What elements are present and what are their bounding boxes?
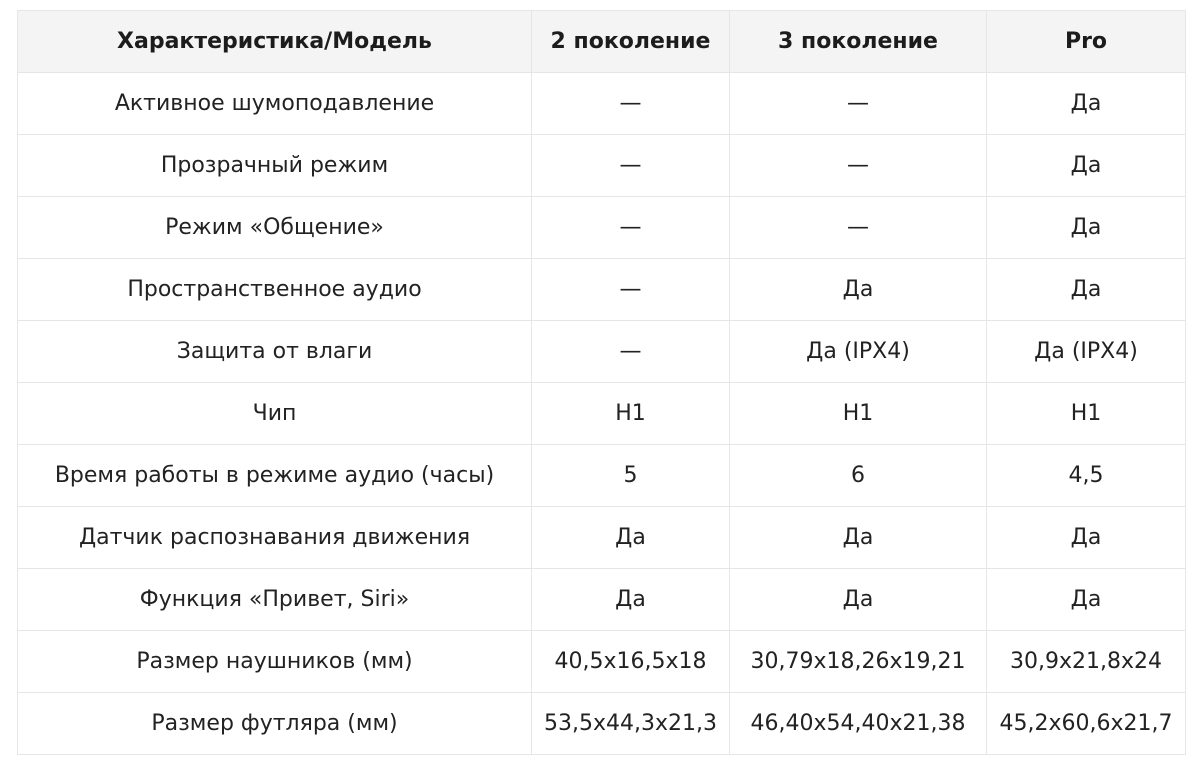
table-row [18, 73, 1186, 135]
cell-pro: Да [987, 197, 1186, 259]
cell-gen3: — [730, 73, 987, 135]
cell-gen2: Да [532, 507, 730, 569]
table-row [18, 569, 1186, 631]
cell-gen2: — [532, 135, 730, 197]
table-row [18, 383, 1186, 445]
cell-gen2: 53,5x44,3x21,3 [532, 693, 730, 755]
comparison-table-container [17, 10, 1185, 755]
header-pro: Pro [987, 11, 1186, 73]
cell-gen2: — [532, 73, 730, 135]
cell-gen3: — [730, 135, 987, 197]
cell-gen3: 6 [730, 445, 987, 507]
cell-pro: Да [987, 73, 1186, 135]
table-row [18, 693, 1186, 755]
cell-gen2: H1 [532, 383, 730, 445]
cell-pro: Да (IPX4) [987, 321, 1186, 383]
table-row [18, 507, 1186, 569]
row-label: Датчик распознавания движения [18, 507, 532, 569]
header-gen2: 2 поколение [532, 11, 730, 73]
row-label: Режим «Общение» [18, 197, 532, 259]
cell-pro: Да [987, 569, 1186, 631]
cell-pro: Да [987, 135, 1186, 197]
cell-pro: Да [987, 507, 1186, 569]
table-row [18, 321, 1186, 383]
cell-gen3: Да [730, 259, 987, 321]
cell-gen2: 40,5x16,5x18 [532, 631, 730, 693]
cell-pro: Да [987, 259, 1186, 321]
cell-gen2: — [532, 259, 730, 321]
table-row [18, 259, 1186, 321]
cell-gen3: 46,40x54,40x21,38 [730, 693, 987, 755]
header-gen3: 3 поколение [730, 11, 987, 73]
row-label: Время работы в режиме аудио (часы) [18, 445, 532, 507]
cell-gen3: — [730, 197, 987, 259]
table-row [18, 631, 1186, 693]
row-label: Активное шумоподавление [18, 73, 532, 135]
cell-gen3: Да [730, 507, 987, 569]
row-label: Размер наушников (мм) [18, 631, 532, 693]
row-label: Функция «Привет, Siri» [18, 569, 532, 631]
row-label: Прозрачный режим [18, 135, 532, 197]
cell-gen2: — [532, 197, 730, 259]
cell-gen3: Да [730, 569, 987, 631]
cell-pro: H1 [987, 383, 1186, 445]
row-label: Пространственное аудио [18, 259, 532, 321]
cell-pro: 4,5 [987, 445, 1186, 507]
cell-gen2: 5 [532, 445, 730, 507]
cell-gen2: — [532, 321, 730, 383]
table-row [18, 197, 1186, 259]
cell-gen3: 30,79x18,26x19,21 [730, 631, 987, 693]
table-row [18, 135, 1186, 197]
cell-gen2: Да [532, 569, 730, 631]
table-header-row [18, 11, 1186, 73]
cell-gen3: Да (IPX4) [730, 321, 987, 383]
row-label: Защита от влаги [18, 321, 532, 383]
cell-pro: 45,2x60,6x21,7 [987, 693, 1186, 755]
row-label: Чип [18, 383, 532, 445]
header-characteristic: Характеристика/Модель [18, 11, 532, 73]
comparison-table [17, 10, 1186, 755]
cell-pro: 30,9x21,8x24 [987, 631, 1186, 693]
table-row [18, 445, 1186, 507]
cell-gen3: H1 [730, 383, 987, 445]
row-label: Размер футляра (мм) [18, 693, 532, 755]
